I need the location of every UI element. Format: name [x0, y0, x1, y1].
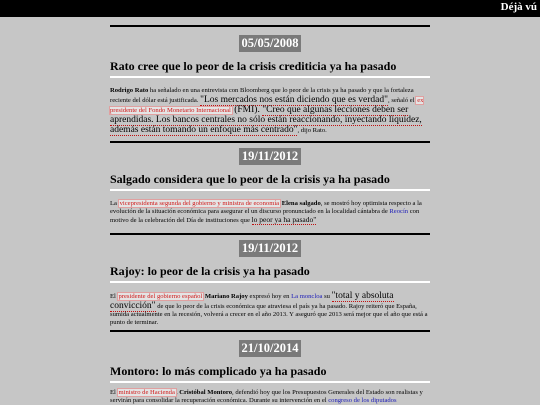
site-brand[interactable]: Déjà vú — [500, 1, 537, 13]
text-segment: , defendió hoy que los Presupuestos Generales del Estado son realistas y servirán para consolidar la recuperación económica. Durante su intervención en el — [110, 389, 423, 404]
place-link[interactable]: Reocín — [389, 208, 409, 215]
entry-date: 05/05/2008 — [239, 35, 302, 52]
text-segment: de que lo peor de la crisis económica que atraviesa el país ya ha pasado. Rajoy reiteró que España, sumida actualmente en la recesión, volverá a crecer en el año 2013. Y aseguró que 2013 será mejor que el año que está a punto de terminar. — [110, 303, 428, 326]
entry-text — [110, 291, 430, 327]
person-name: Elena salgado — [280, 200, 321, 207]
text-segment: La — [110, 200, 119, 207]
entry-text — [110, 200, 430, 225]
entry-title[interactable]: Rajoy: lo peor de la crisis ya ha pasado — [110, 264, 310, 278]
quote: "Creo que algunas lecciones deben ser aprendidas. Los bancos centrales no sólo están reaccionando, inyectando liquidez, además están tomando un enfoque más centrado" — [110, 105, 422, 135]
entry-title[interactable]: Montoro: lo más complicado ya ha pasado — [110, 364, 327, 378]
entry-4 — [110, 330, 430, 405]
entry-2 — [110, 141, 430, 225]
quote: "total y absoluta convicción" — [110, 291, 394, 311]
person-name: , Cristóbal Montoro — [175, 389, 233, 396]
entry-date: 19/11/2012 — [239, 148, 301, 165]
text-segment: expresó hoy en — [247, 293, 292, 300]
text-segment: , dijo Rato. — [297, 127, 327, 134]
entry-text — [110, 389, 430, 405]
text-segment: con motivo de la celebración del Día de instituciones que — [110, 208, 420, 224]
place-link[interactable]: La moncloa — [291, 293, 323, 300]
text-segment: El — [110, 389, 118, 396]
role-link[interactable]: vicepresidenta segunda del gobierno y ministra de economía — [119, 200, 280, 207]
text-segment: ha señalado en una entrevista con Bloomberg que lo peor de la crisis ya ha pasado y que la fortaleza reciente del dólar está justificada. — [110, 87, 414, 104]
top-bar — [0, 0, 540, 17]
entry-3 — [110, 233, 430, 327]
role-link[interactable]: ex presidente del Fondo Monetario Internacional — [110, 97, 424, 114]
person-name: Rodrigo Rato — [110, 87, 149, 94]
entry-title[interactable]: Salgado considera que lo peor de la crisis ya ha pasado — [110, 172, 390, 186]
entry-1 — [110, 25, 430, 135]
quote: "Los mercados nos están diciendo que es verdad" — [200, 95, 389, 105]
entry-date: 19/11/2012 — [239, 240, 301, 257]
text-segment: (FMI). — [231, 105, 263, 115]
place-link[interactable]: congreso de los diputados — [328, 397, 397, 404]
text-segment: , señaló el — [388, 97, 417, 104]
text-segment: , se mostró hoy optimista respecto a la evolución de la situación económica para asegurar el un discurso pronunciado en la localidad cántabra de — [110, 200, 422, 215]
role-link[interactable]: ministro de Hacienda — [118, 389, 175, 396]
person-name: Mariano Rajoy — [203, 293, 248, 300]
role-link[interactable]: presidente del gobierno español — [118, 293, 203, 300]
entry-title[interactable]: Rato cree que lo peor de la crisis crediticia ya ha pasado — [110, 59, 397, 73]
quote: lo peor ya ha pasado" — [251, 215, 317, 224]
text-segment: El — [110, 293, 118, 300]
entry-date: 21/10/2014 — [239, 340, 302, 357]
text-segment: su — [322, 293, 332, 300]
entry-text — [110, 87, 430, 135]
